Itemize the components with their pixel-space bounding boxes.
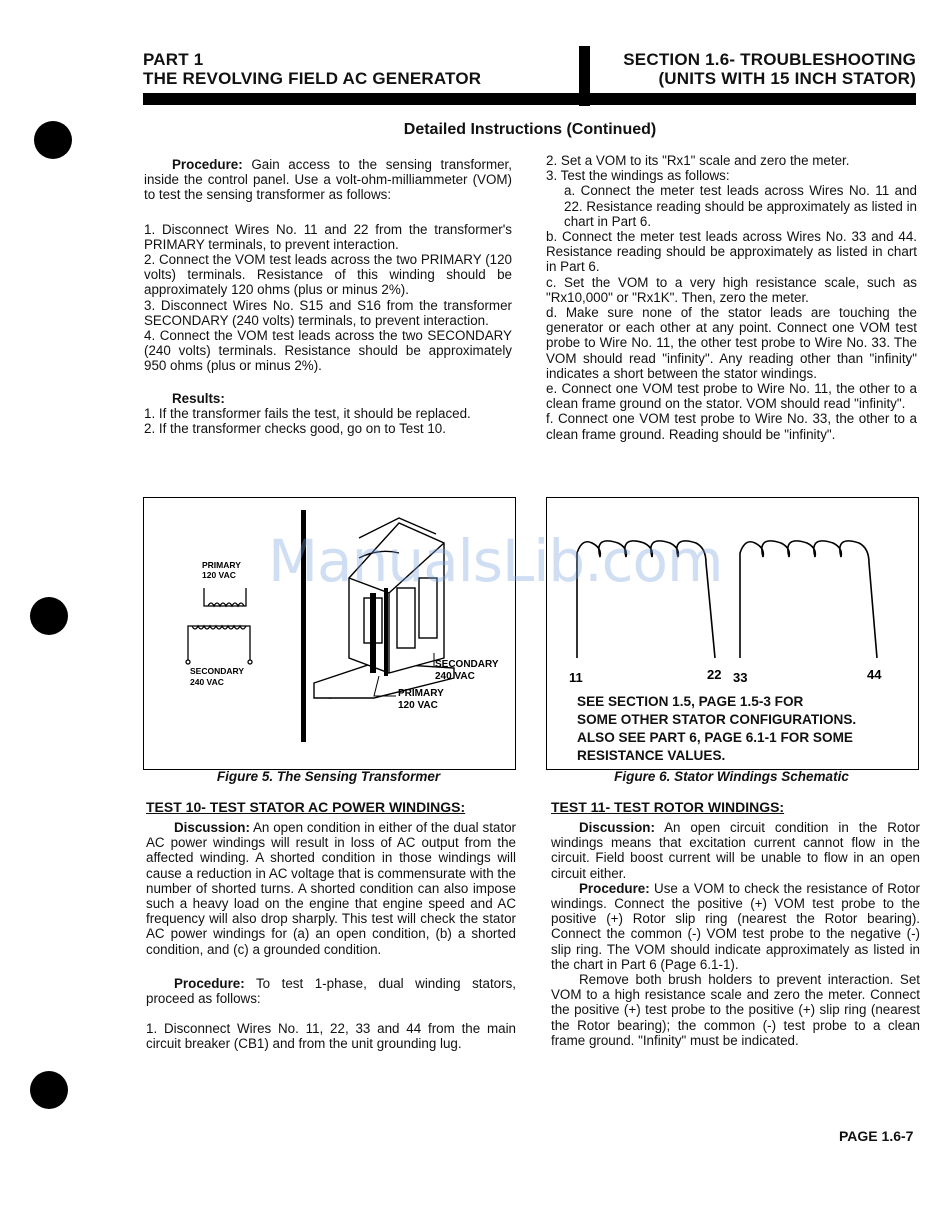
step-e: e. Connect one VOM test probe to Wire No. 11, the other to a clean frame ground on the stator. VOM should read "infinity". (546, 381, 917, 412)
wire-22-label: 22 (707, 667, 722, 682)
right-column (546, 153, 917, 442)
result-2: 2. If the transformer checks good, go on to Test 10. (144, 421, 446, 437)
test-11-para-3: Remove both brush holders to prevent interaction. Set VOM to a high resistance scale and zero the meter. Connect the positive (+) test probe to the positive (+) slip ring (nearest the Rotor bearing); the common (-) test probe to a clean frame ground. "Infinity" must be indicated. (551, 972, 920, 1048)
page-number: PAGE 1.6-7 (839, 1128, 914, 1144)
step-4: 4. Connect the VOM test leads across the two SECONDARY (240 volts) terminals. Resistance should be approximately 950 ohms (plus or minus 2%). (144, 328, 512, 374)
header-section-subtitle: (UNITS WITH 15 INCH STATOR) (658, 69, 916, 88)
header-rule (143, 93, 916, 105)
note-line-3: ALSO SEE PART 6, PAGE 6.1-1 FOR SOME (577, 730, 853, 745)
fig5-photo-secondary: SECONDARY (435, 659, 499, 670)
figure-5-caption: Figure 5. The Sensing Transformer (216, 769, 441, 784)
header-left (143, 50, 563, 88)
step-a: a. Connect the meter test leads across Wires No. 11 and 22. Resistance reading should be approximately as listed in chart in Part 6. (564, 183, 917, 229)
note-line-4: RESISTANCE VALUES. (577, 748, 726, 763)
step-3: 3. Disconnect Wires No. S15 and S16 from the transformer SECONDARY (240 volts) terminals, to prevent interaction. (144, 297, 512, 328)
test-10-title: TEST 10- TEST STATOR AC POWER WINDINGS: (146, 799, 466, 815)
step-b: b. Connect the meter test leads across Wires No. 33 and 44. Resistance reading should be approximately as listed in chart in Part 6. (546, 229, 917, 275)
test-11-discussion-label: Discussion: (579, 820, 655, 835)
wire-11-label: 11 (569, 670, 583, 685)
page-heading: Detailed Instructions (Continued) (403, 121, 657, 138)
left-column (144, 157, 512, 436)
wire-33-label: 33 (733, 670, 748, 685)
step-2: 2. Connect the VOM test leads across the two PRIMARY (120 volts) terminals. Resistance of this winding should be approximately 120 ohms (plus or minus 2%). (144, 252, 512, 298)
step-3-right: 3. Test the windings as follows: (546, 168, 730, 184)
test-11-procedure-label: Procedure: (579, 880, 650, 896)
test-10-discussion-label: Discussion: (174, 820, 250, 835)
binder-hole-middle (30, 597, 68, 635)
binder-hole-bottom (30, 1071, 68, 1109)
fig5-photo-secondary-vac: 240 VAC (435, 671, 475, 682)
note-line-2: SOME OTHER STATOR CONFIGURATIONS. (577, 712, 857, 727)
fig5-primary-label: PRIMARY (202, 560, 241, 570)
test-10-section (146, 799, 516, 1052)
step-2-right: 2. Set a VOM to its "Rx1" scale and zero the meter. (546, 153, 850, 168)
procedure-label: Procedure: (172, 157, 243, 172)
note-line-1: SEE SECTION 1.5, PAGE 1.5-3 FOR (577, 694, 804, 709)
watermark: ManualsLib.com (268, 527, 723, 595)
test-11-procedure-text: Use a VOM to check the resistance of Rotor windings. Connect the positive (+) VOM test probe to the positive (+) Rotor slip ring (nearest the Rotor bearing). Connect the common (-) VOM test probe to the negative (-) slip ring. The VOM should indicate approximately as listed in the chart in Part 6 (Page 6.1-1). (551, 880, 920, 972)
test-11-section (551, 799, 920, 1048)
test-10-step-1: 1. Disconnect Wires No. 11, 22, 33 and 44 from the main circuit breaker (CB1) and from the unit grounding lug. (146, 1021, 516, 1052)
binder-hole-top (34, 121, 72, 159)
figure-6-note (577, 693, 917, 765)
step-f: f. Connect one VOM test probe to Wire No. 33, the other to a clean frame ground. Reading should be "infinity". (546, 411, 917, 442)
result-1: 1. If the transformer fails the test, it should be replaced. (144, 405, 471, 421)
figure-6-caption: Figure 6. Stator Windings Schematic (614, 769, 849, 784)
fig5-photo-primary: PRIMARY (398, 688, 444, 699)
header-part: PART 1 (143, 50, 204, 69)
test-11-discussion-text: An open circuit condition in the Rotor windings means that excitation current cannot flow in the circuit. Field boost current will be unable to flow in an open circuit either. (551, 820, 920, 881)
header-section: SECTION 1.6- TROUBLESHOOTING (623, 50, 916, 69)
step-c: c. Set the VOM to a very high resistance scale, such as "Rx10,000" or "Rx1K". Then, zero the meter. (546, 274, 917, 305)
header-part-title: THE REVOLVING FIELD AC GENERATOR (143, 69, 482, 88)
results-label: Results: (172, 390, 225, 406)
step-d: d. Make sure none of the stator leads are touching the generator or each other at any point. Connect one VOM test probe to Wire No. 11, the other test probe to Wire No. 33. The VOM should read "infinity". Any reading other than "infinity" indicates a short between the stator windings. (546, 305, 917, 381)
procedure-text: Gain access to the sensing transformer, inside the control panel. Use a volt-ohm-milliammeter (VOM) to test the sensing transformer as follows: (144, 157, 512, 203)
test-10-procedure-text: To test 1-phase, dual winding stators, proceed as follows: (146, 975, 516, 1007)
fig5-secondary-vac: 240 VAC (190, 677, 224, 687)
test-10-procedure-label: Procedure: (174, 975, 245, 991)
test-11-title: TEST 11- TEST ROTOR WINDINGS: (551, 799, 785, 815)
fig5-photo-primary-vac: 120 VAC (398, 700, 438, 711)
wire-44-label: 44 (867, 667, 882, 682)
step-1: 1. Disconnect Wires No. 11 and 22 from the transformer's PRIMARY terminals, to prevent interaction. (144, 221, 512, 252)
fig5-secondary-label: SECONDARY (190, 666, 244, 676)
fig5-primary-vac: 120 VAC (202, 570, 236, 580)
test-10-discussion-text: An open condition in either of the dual stator AC power windings will result in loss of AC output from the affected winding. A shorted condition in those windings will cause a reduction in AC voltage that is commensurate with the number of shorted turns. A shorted condition can also impose such a heavy load on the engine that engine speed and AC frequency will also drop sharply. This test will check the stator AC power windings for (a) an open condition, (b) a shorted condition, and (c) a grounded condition. (146, 820, 516, 957)
header-right (598, 50, 916, 88)
